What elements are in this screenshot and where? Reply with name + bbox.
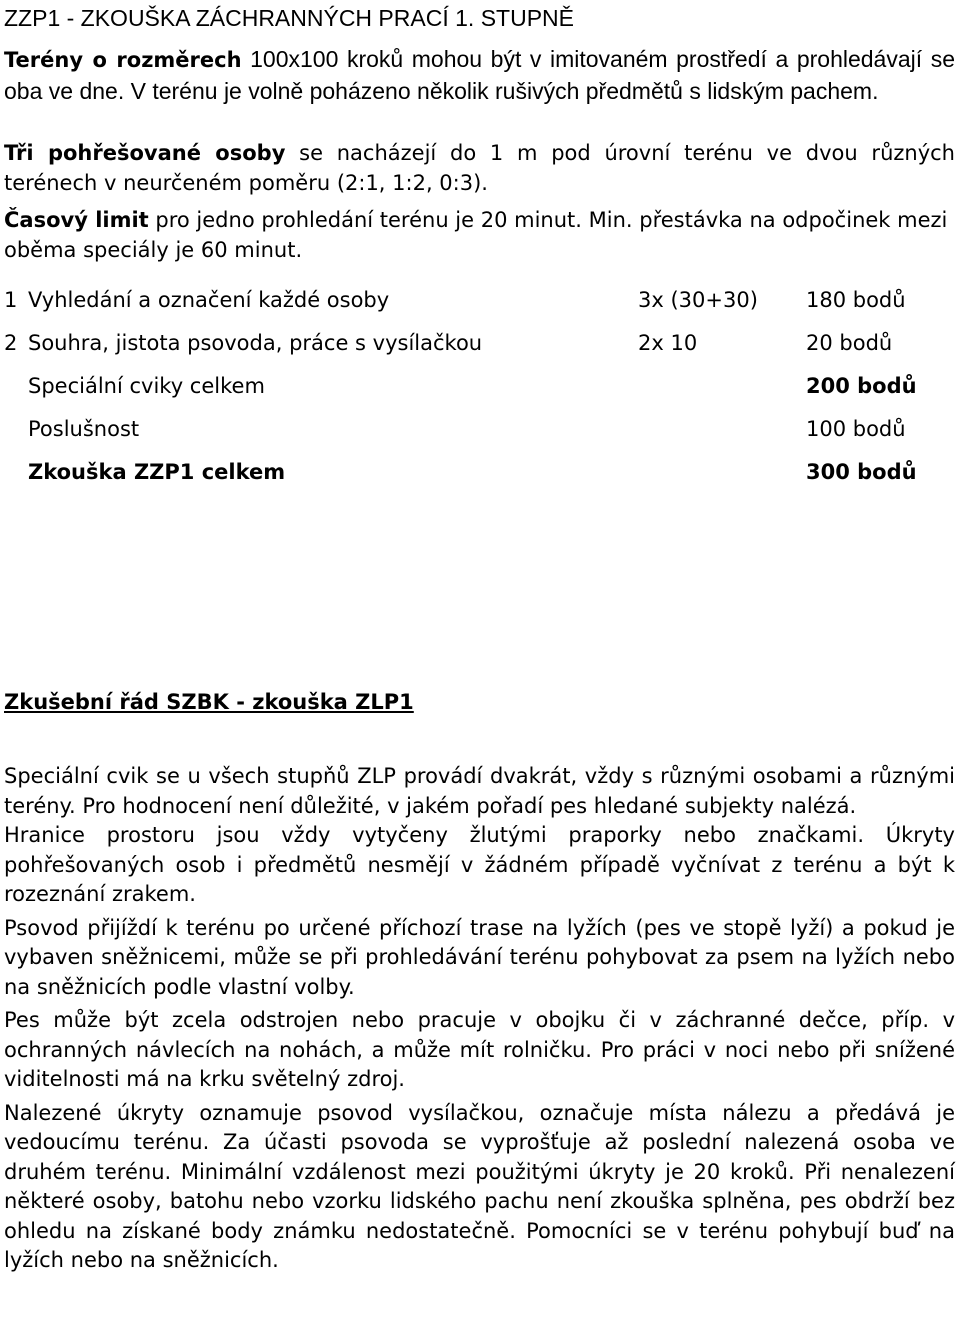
score-multiplier: 2x 10 bbox=[638, 331, 698, 355]
score-num: 2 bbox=[4, 331, 18, 355]
terrain-lead: Terény o rozměrech bbox=[4, 48, 242, 72]
score-points: 180 bodů bbox=[806, 288, 906, 312]
zlp1-heading: Zkušební řád SZBK - zkouška ZLP1 bbox=[4, 690, 414, 714]
terrain-text: 100x100 kroků mohou být v imitovaném prostředí a prohledávají se oba ve dne. V terénu je volně poházeno několik rušivých předmětů s lidským pachem. bbox=[4, 46, 955, 104]
persons-lead: Tři pohřešované osoby bbox=[4, 141, 286, 165]
time-limit-text: pro jedno prohledání terénu je 20 minut. Min. přestávka na odpočinek mezi oběma speciály je 60 minut. bbox=[4, 208, 948, 262]
score-label: Vyhledání a označení každé osoby bbox=[28, 288, 390, 312]
score-row-obedience bbox=[4, 414, 955, 444]
score-points: 100 bodů bbox=[806, 417, 906, 441]
score-row-special-total bbox=[4, 371, 955, 401]
score-label: Speciální cviky celkem bbox=[28, 374, 265, 398]
score-label: Zkouška ZZP1 celkem bbox=[28, 460, 286, 484]
zzp1-title: ZZP1 - ZKOUŠKA ZÁCHRANNÝCH PRACÍ 1. STUPNĚ bbox=[4, 5, 574, 31]
zlp1-paragraph: Speciální cvik se u všech stupňů ZLP provádí dvakrát, vždy s různými osobami a různými terény. Pro hodnocení není důležité, v jakém pořadí pes hledané subjekty nalézá. bbox=[4, 764, 955, 818]
persons-text: se nacházejí do 1 m pod úrovní terénu ve dvou různých terénech v neurčeném poměru (2:1, 1:2, 0:3). bbox=[4, 141, 955, 195]
time-limit-lead: Časový limit bbox=[4, 208, 149, 232]
score-num: 1 bbox=[4, 288, 18, 312]
score-points: 300 bodů bbox=[806, 460, 917, 484]
score-points: 200 bodů bbox=[806, 374, 917, 398]
persons-paragraph bbox=[4, 139, 955, 198]
zlp1-paragraph: Pes může být zcela odstrojen nebo pracuje v obojku či v záchranné dečce, příp. v ochranných návlecích na nohách, a může mít rolničku. Pro práci v noci nebo při snížené viditelnosti má na krku světelný zdroj. bbox=[4, 1008, 955, 1091]
zlp1-paragraph: Nalezené úkryty oznamuje psovod vysílačkou, označuje místa nálezu a předává je vedoucímu terénu. Za účasti psovoda se vyprošťuje až poslední nalezená osoba ve druhém terénu. Minimální vzdálenost mezi použitými úkryty je 20 kroků. Při nenalezení některé osoby, batohu nebo vzorku lidského pachu není zkouška splněna, pes obdrží bez ohledu na získané body známku nedostatečně. Pomocníci se v terénu pohybují buď na lyžích nebo na sněžnicích. bbox=[4, 1100, 955, 1272]
terrain-paragraph bbox=[4, 44, 955, 106]
zlp1-paragraph: Hranice prostoru jsou vždy vytyčeny žlutými praporky nebo značkami. Úkryty pohřešovaných osob i předmětů nesmějí v žádném případě vyčnívat z terénu a být k rozeznání zrakem. bbox=[4, 823, 955, 906]
score-row-exam-total bbox=[4, 457, 955, 487]
score-points: 20 bodů bbox=[806, 331, 893, 355]
score-multiplier: 3x (30+30) bbox=[638, 288, 758, 312]
score-row-cooperation bbox=[4, 328, 955, 358]
score-row-search bbox=[4, 285, 955, 315]
time-limit-paragraph bbox=[4, 206, 955, 265]
score-label: Poslušnost bbox=[28, 417, 140, 441]
zlp1-body bbox=[4, 762, 955, 1280]
score-label: Souhra, jistota psovoda, práce s vysílačkou bbox=[28, 331, 483, 355]
zlp1-paragraph: Psovod přijíždí k terénu po určené příchozí trase na lyžích (pes ve stopě lyží) a pokud je vybaven sněžnicemi, může se při prohledávání terénu pohybovat za psem na lyžích nebo na sněžnicích podle vlastní volby. bbox=[4, 915, 955, 999]
